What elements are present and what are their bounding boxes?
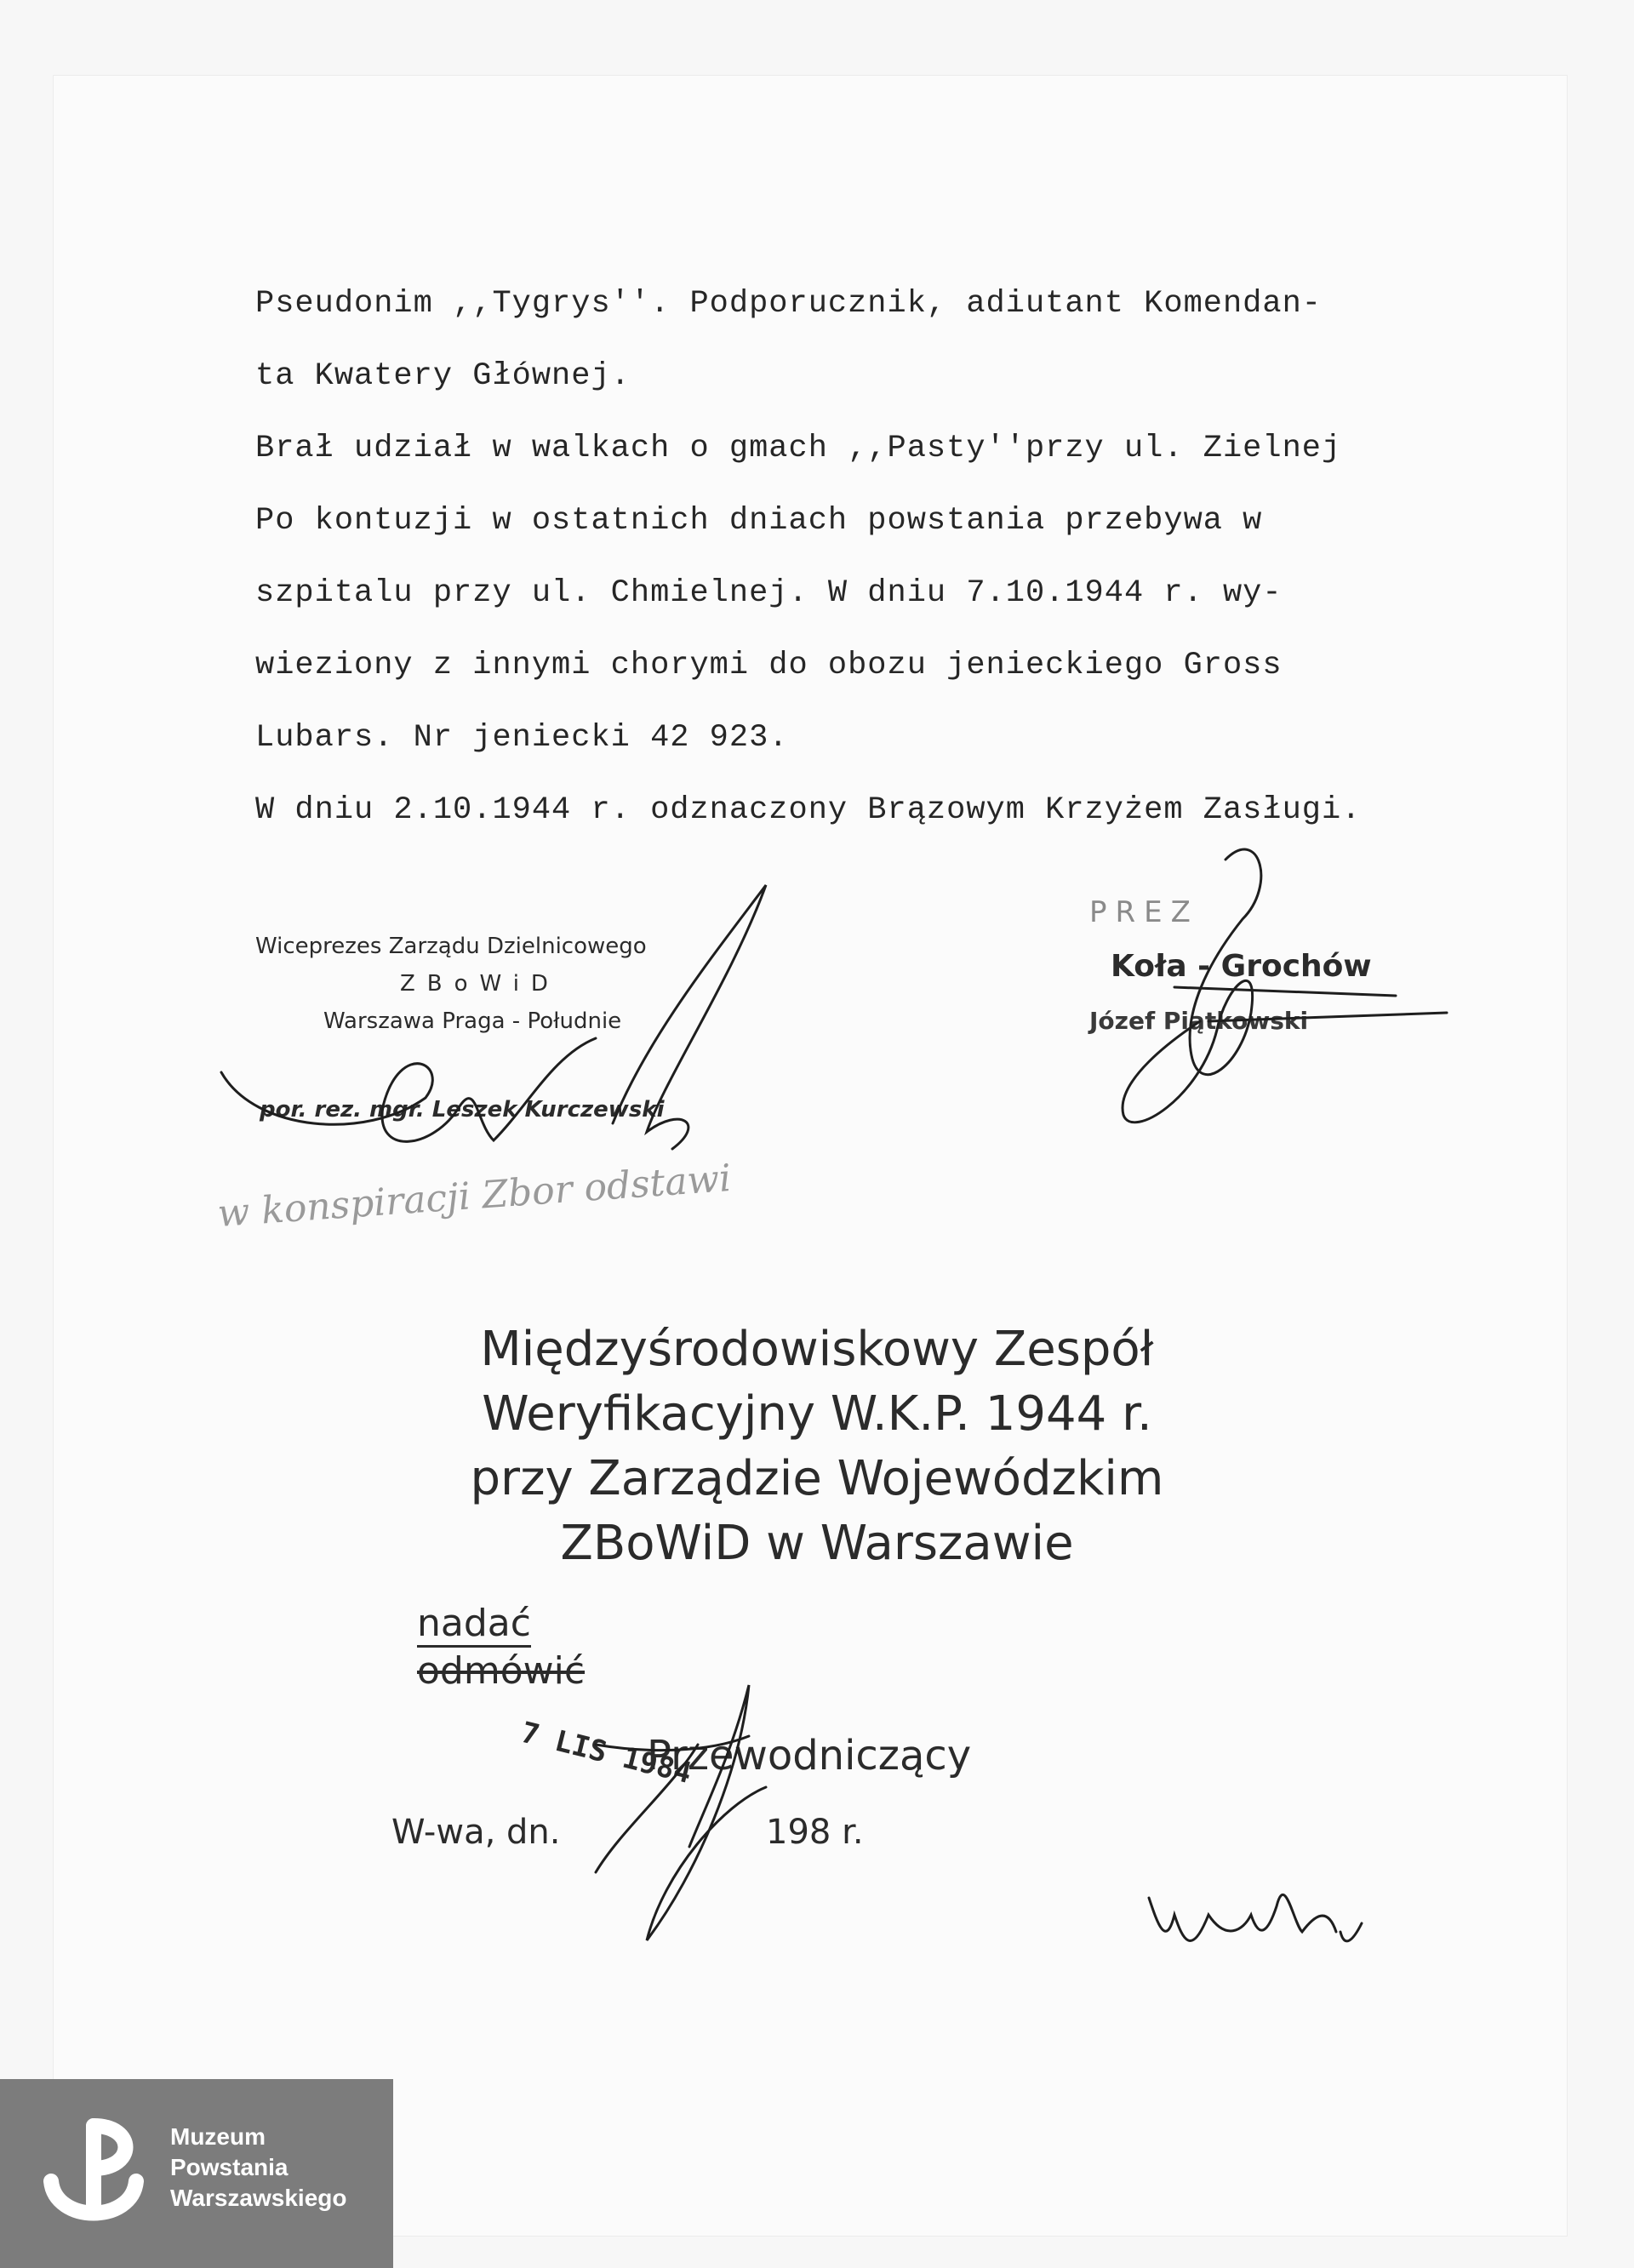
stamp-right-line3: Józef Piątkowski [1089,1007,1309,1035]
signature-left [221,885,766,1149]
typed-line: Po kontuzji w ostatnich dniach powstania przebywa w [255,503,1263,539]
stamp-left-line2: ZBoWiD [400,971,560,997]
museum-name [170,2122,346,2214]
kotwica-icon [34,2105,170,2241]
stamp-left-line1: Wiceprezes Zarządu Dzielnicowego [255,934,647,959]
verification-line4: ZBoWiD w Warszawie [560,1516,1074,1571]
initials-bottom-right [1149,1894,1362,1941]
typed-line: W dniu 2.10.1944 r. odznaczony Brązowym Krzyżem Zasługi. [255,792,1362,828]
typed-line: Brał udział w walkach o gmach ,,Pasty''przy ul. Zielnej [255,431,1342,466]
stamp-right-line2: Koła - Grochów [1111,949,1372,984]
verification-line2: Weryfikacyjny W.K.P. 1944 r. [482,1386,1152,1442]
typed-line: Lubars. Nr jeniecki 42 923. [255,720,789,756]
stamp-left-line4: por. rez. mgr. Leszek Kurczewski [260,1097,665,1123]
date-prefix: W-wa, dn. [391,1813,561,1852]
museum-name-line1: Muzeum [170,2123,266,2150]
typed-line: ta Kwatery Głównej. [255,358,631,394]
typed-line: Pseudonim ,,Tygrys''. Podporucznik, adiutant Komendan- [255,286,1322,322]
decision-refuse: odmówić [417,1649,586,1693]
stamp-right-line1: PREZ [1089,895,1199,929]
signature-right [1123,849,1447,1123]
date-suffix: 198 r. [766,1813,864,1852]
stamped-date: 7 LIS 1984 [517,1715,695,1791]
stamp-left-line3: Warszawa Praga - Południe [323,1008,622,1034]
signature-chairman [596,1685,766,1940]
decision-grant: nadać [417,1602,531,1648]
typed-line: wieziony z innymi chorymi do obozu jenieckiego Gross [255,648,1283,683]
verification-line3: przy Zarządzie Wojewódzkim [470,1451,1164,1506]
verification-line1: Międzyśrodowiskowy Zespół [480,1322,1154,1377]
typed-line: szpitalu przy ul. Chmielnej. W dniu 7.10.1944 r. wy- [255,575,1283,611]
pencil-note: w konspiracji Zbor odstawi [215,1156,733,1237]
chairman-label: Przewodniczący [647,1732,972,1780]
museum-name-line3: Warszawskiego [170,2185,347,2211]
museum-logo [0,2079,393,2268]
museum-name-line2: Powstania [170,2154,289,2180]
